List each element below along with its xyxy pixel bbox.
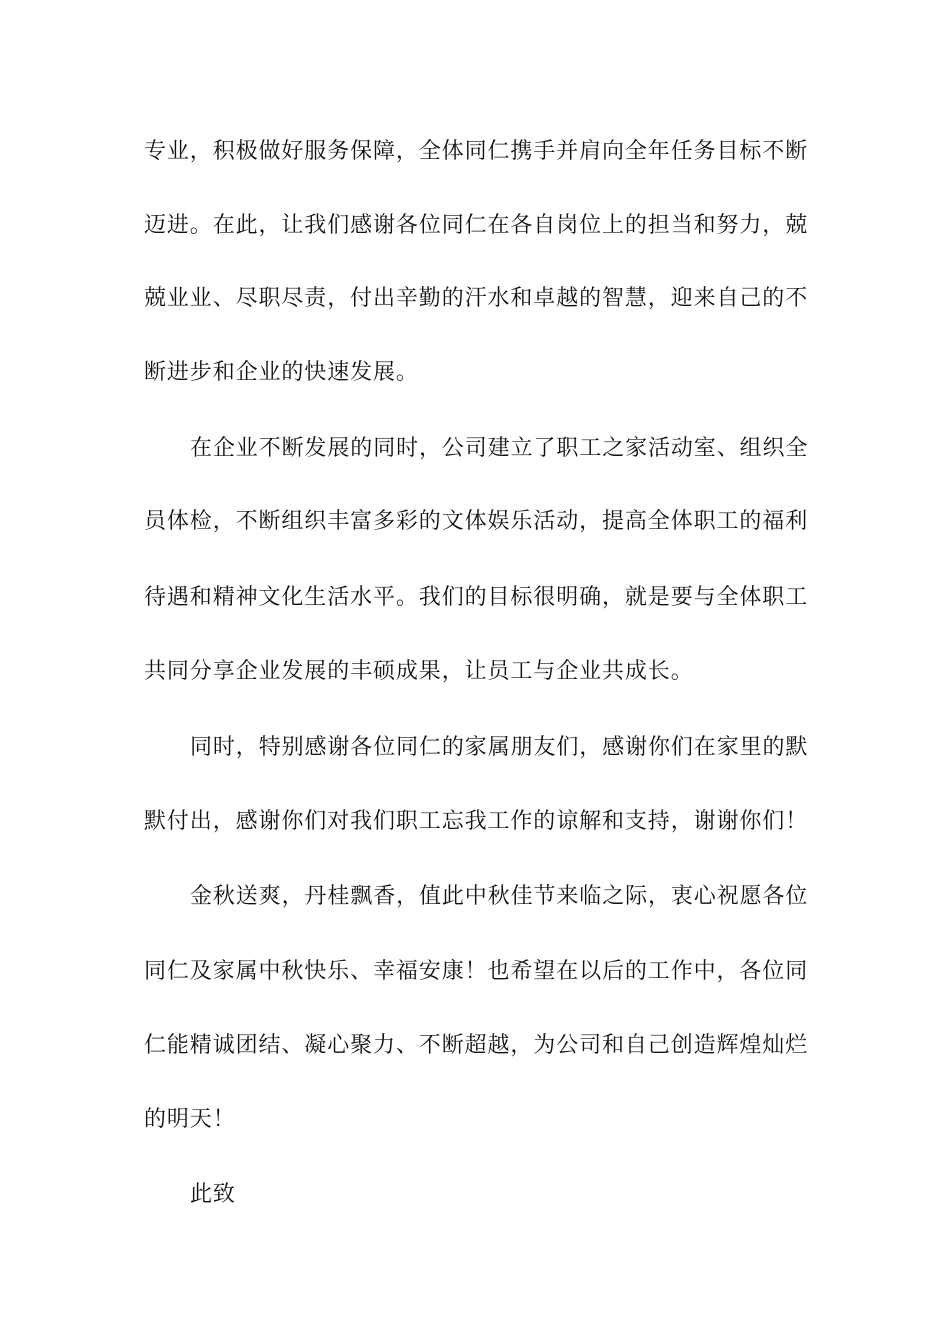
- paragraph-line: 的明天！: [144, 1107, 236, 1132]
- paragraph-line: 兢业业、尽职尽责，付出辛勤的汗水和卓越的智慧，迎来自己的不: [144, 286, 809, 311]
- paragraph-line: 迈进。在此，让我们感谢各位同仁在各自岗位上的担当和努力，兢: [144, 213, 809, 238]
- paragraph-line: 同时，特别感谢各位同仁的家属朋友们，感谢你们在家里的默: [190, 735, 809, 760]
- paragraph-line: 员体检，不断组织丰富多彩的文体娱乐活动，提高全体职工的福利: [144, 509, 809, 534]
- paragraph-line: 仁能精诚团结、凝心聚力、不断超越，为公司和自己创造辉煌灿烂: [144, 1033, 809, 1058]
- paragraph-line: 共同分享企业发展的丰硕成果，让员工与企业共成长。: [144, 659, 694, 684]
- paragraph-line: 专业，积极做好服务保障，全体同仁携手并肩向全年任务目标不断: [144, 139, 809, 164]
- paragraph-line: 待遇和精神文化生活水平。我们的目标很明确，就是要与全体职工: [144, 585, 809, 610]
- paragraph-line: 金秋送爽，丹桂飘香，值此中秋佳节来临之际，衷心祝愿各位: [190, 884, 809, 909]
- paragraph-line: 断进步和企业的快速发展。: [144, 360, 419, 385]
- paragraph-line: 同仁及家属中秋快乐、幸福安康！也希望在以后的工作中，各位同: [144, 959, 809, 984]
- closing-salutation: 此致: [190, 1182, 236, 1207]
- paragraph-line: 在企业不断发展的同时，公司建立了职工之家活动室、组织全: [190, 436, 809, 461]
- paragraph-line: 默付出，感谢你们对我们职工忘我工作的谅解和支持，谢谢你们！: [144, 809, 809, 834]
